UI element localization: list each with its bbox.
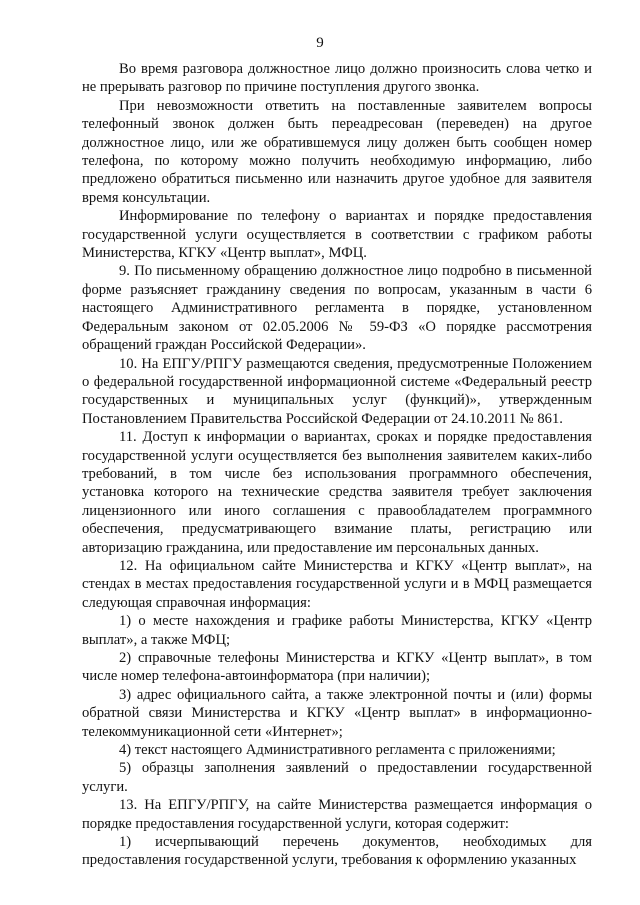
- paragraph: Информирование по телефону о вариантах и порядке предоставления государственной услуги осуществляется в соответствии с графиком работы Министерства, КГКУ «Центр выплат», МФЦ.: [82, 208, 592, 262]
- list-item: 2) справочные телефоны Министерства и КГКУ «Центр выплат», в том числе номер телефона-автоинформатора (при наличии);: [82, 650, 592, 685]
- paragraph: 10. На ЕПГУ/РПГУ размещаются сведения, предусмотренные Положением о федеральной государственной информационной системе «Федеральный реестр государственных и муниципальных услуг (функций)», утвержденным Постановлением Правительства Российской Федерации от 24.10.2011 № 861.: [82, 355, 592, 427]
- list-item: 4) текст настоящего Административного регламента с приложениями;: [119, 742, 556, 759]
- paragraph: 12. На официальном сайте Министерства и КГКУ «Центр выплат», на стендах в местах предоставления государственной услуги и в МФЦ размещается следующая справочная информация:: [82, 557, 592, 611]
- document-body: [82, 60, 592, 870]
- page-number: 9: [316, 35, 324, 51]
- paragraph: 9. По письменному обращению должностное лицо подробно в письменной форме разъясняет гражданину сведения по вопросам, указанным в части 6 настоящего Административного регламента в порядке, установленном Федеральным законом от 02.05.2006 № 59-ФЗ «О порядке рассмотрения обращений граждан Российской Федерации».: [82, 263, 592, 354]
- paragraph: 13. На ЕПГУ/РПГУ, на сайте Министерства размещается информация о порядке предоставления государственной услуги, которая содержит:: [82, 797, 592, 832]
- list-item: 3) адрес официального сайта, а также электронной почты и (или) формы обратной связи Министерства и КГКУ «Центр выплат» в информационно-телекоммуникационной сети «Интернет»;: [82, 686, 592, 740]
- paragraph: При невозможности ответить на поставленные заявителем вопросы телефонный звонок должен быть переадресован (переведен) на другое должностное лицо, или же обратившемуся лицу должен быть сообщен номер телефона, по которому можно получить необходимую информацию, либо предложено обратиться письменно или назначить другое удобное для заявителя время консультации.: [82, 97, 592, 206]
- list-item: 5) образцы заполнения заявлений о предоставлении государственной услуги.: [82, 760, 592, 795]
- list-item: 1) исчерпывающий перечень документов, необходимых для предоставления государственной услуги, требования к оформлению указанных: [82, 834, 592, 869]
- paragraph: 11. Доступ к информации о вариантах, сроках и порядке предоставления государственной услуги осуществляется без выполнения заявителем каких-либо требований, в том числе без использования программного обеспечения, установка которого на технические средства заявителя требует заключения лицензионного или иного соглашения с правообладателем программного обеспечения, предусматривающего взимание платы, регистрацию или авторизацию гражданина, или предоставление им персональных данных.: [82, 429, 592, 556]
- paragraph: Во время разговора должностное лицо должно произносить слова четко и не прерывать разговор по причине поступления другого звонка.: [82, 61, 592, 96]
- list-item: 1) о месте нахождения и графике работы Министерства, КГКУ «Центр выплат», а также МФЦ;: [82, 613, 592, 648]
